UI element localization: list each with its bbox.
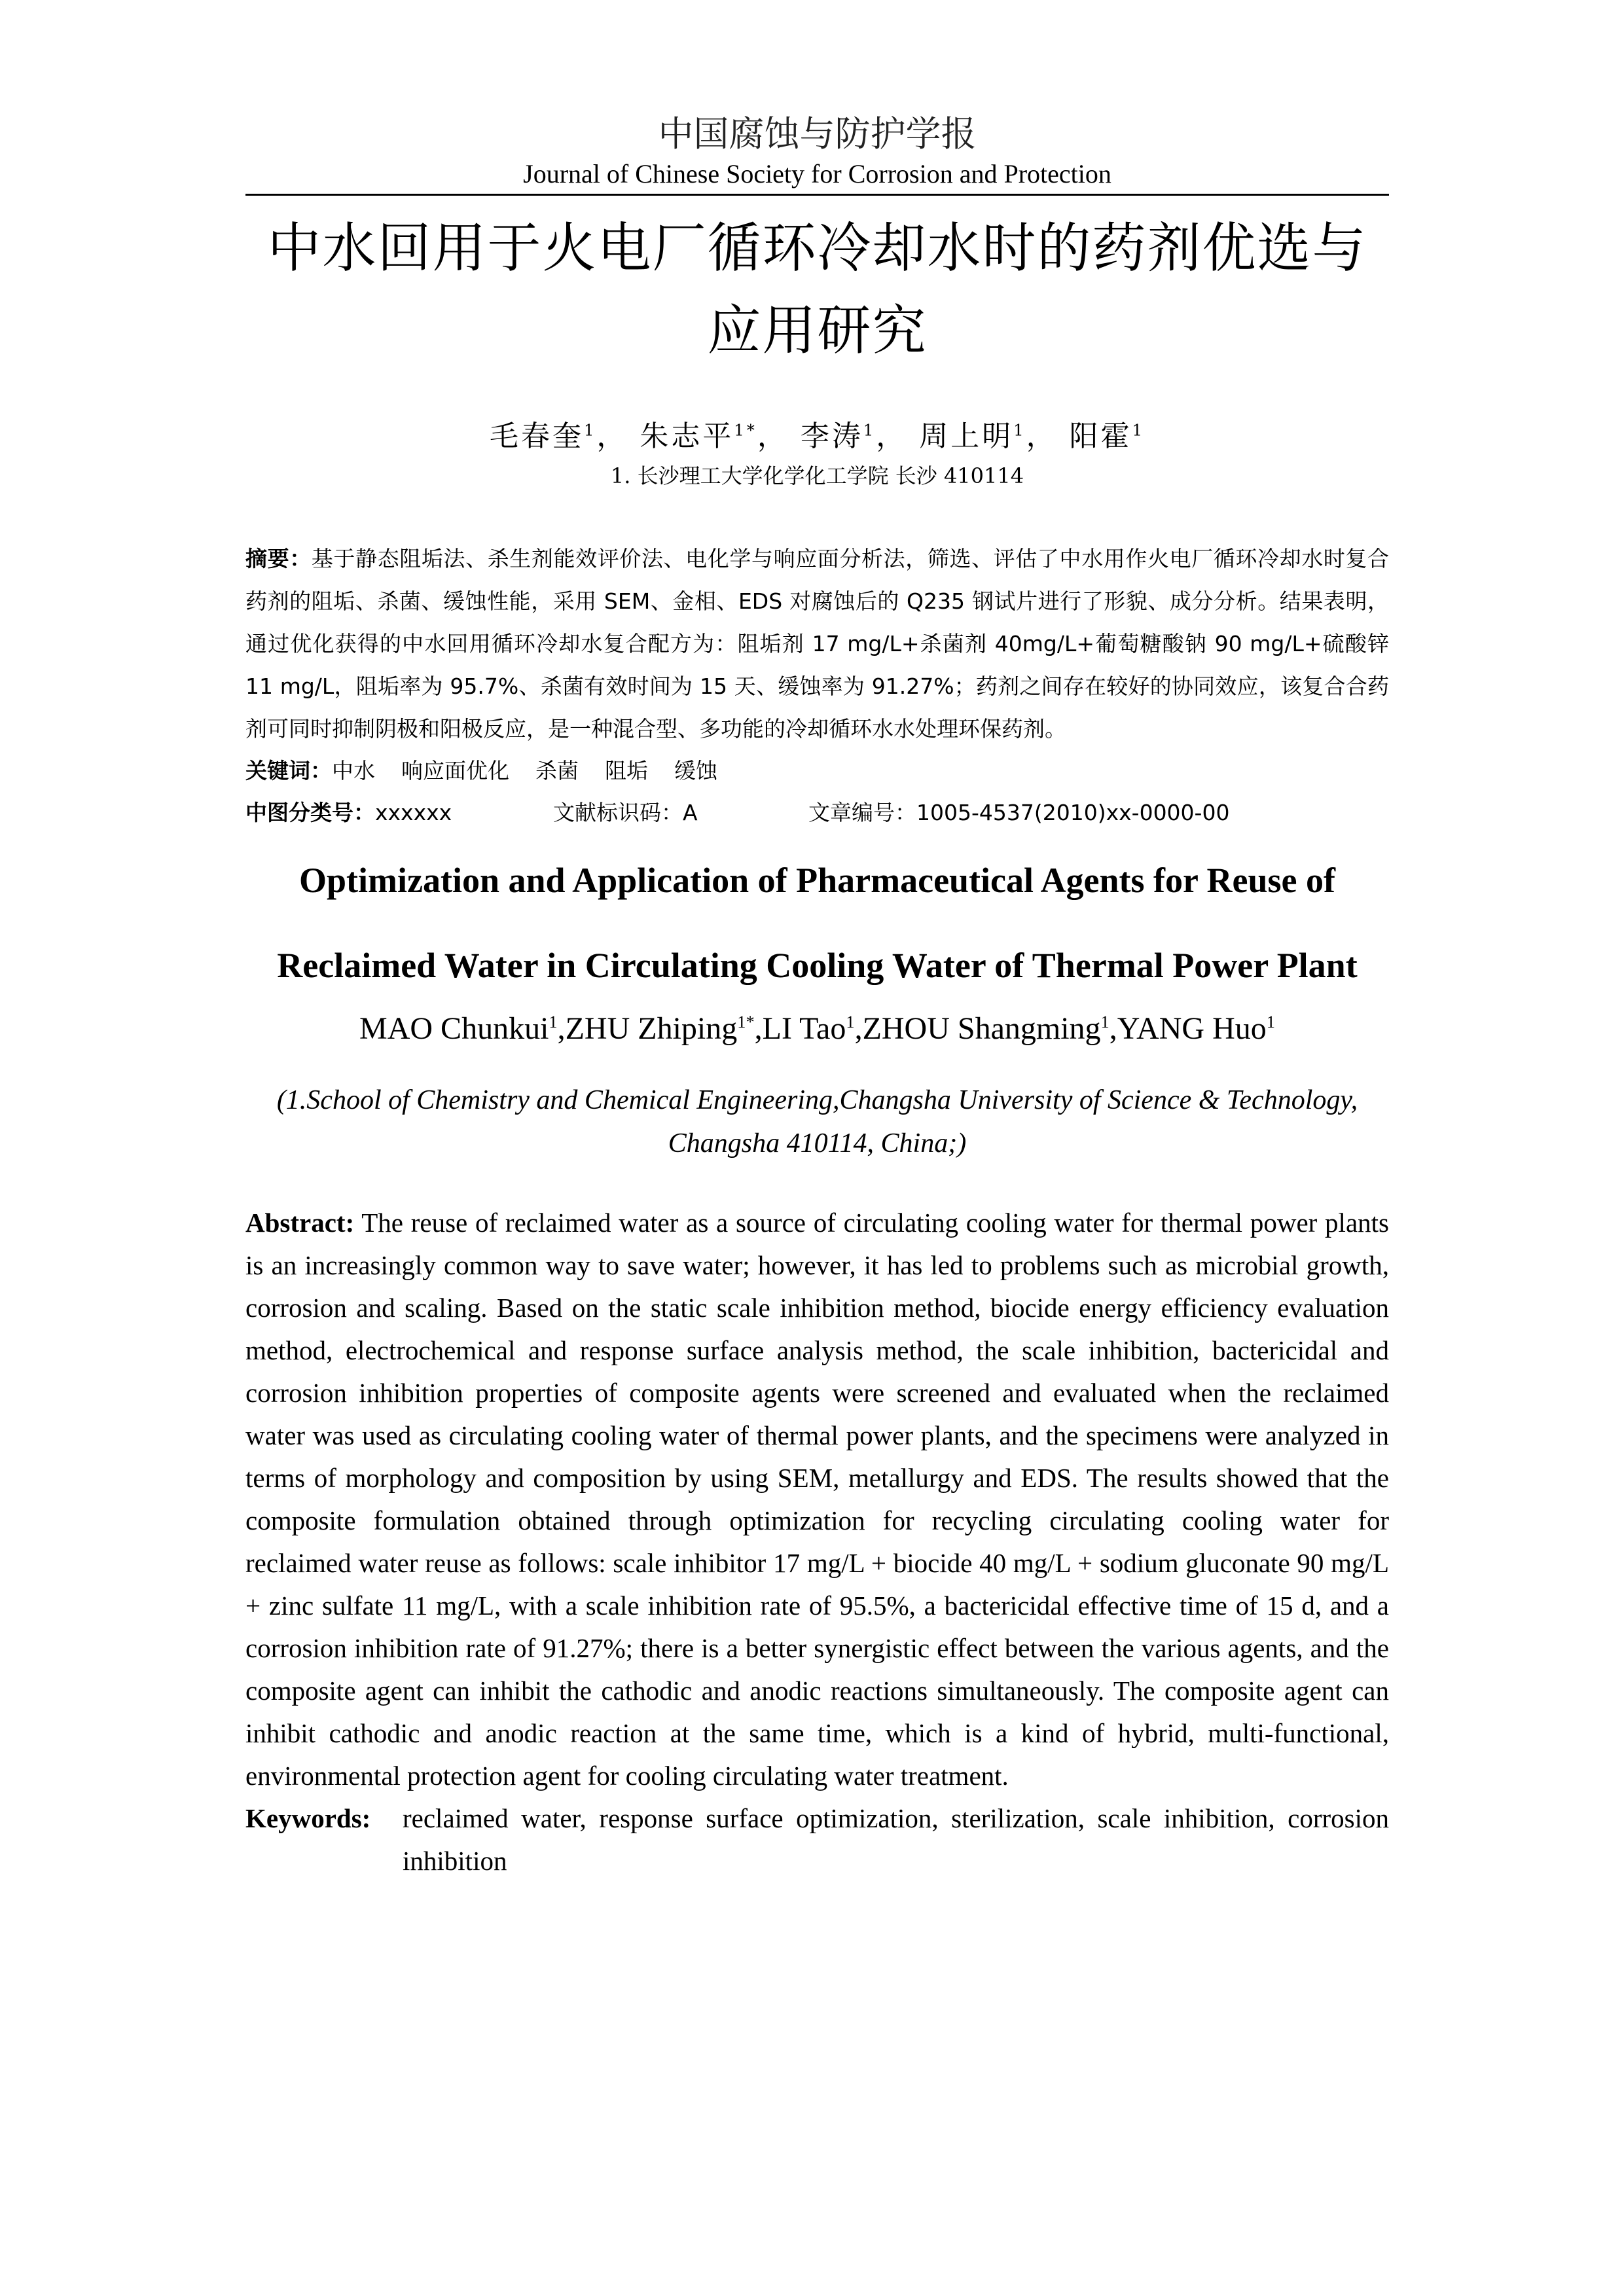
author-affiliation-mark: 1	[1266, 1012, 1275, 1031]
paper-page	[245, 111, 1389, 1882]
author-list-en	[245, 1008, 1389, 1050]
abstract-label-en: Abstract:	[245, 1208, 355, 1238]
article-number	[808, 792, 1229, 834]
author-name: YANG Huo	[1117, 1011, 1267, 1046]
author-name: MAO Chunkui	[359, 1011, 549, 1046]
author-name: 周上明	[919, 420, 1014, 453]
author-list-cn	[245, 417, 1389, 456]
abstract-en	[245, 1202, 1389, 1797]
clc-label: 中图分类号：	[245, 800, 375, 825]
keywords-cn	[245, 750, 1389, 792]
abstract-text-cn: 基于静态阻垢法、杀生剂能效评价法、电化学与响应面分析法，筛选、评估了中水用作火电厂循环冷却水时复合药剂的阻垢、杀菌、缓蚀性能，采用 SEM、金相、EDS 对腐蚀后的 Q235 钢试片进行了形貌、成分分析。结果表明，通过优化获得的中水回用循环冷却水复合配方为：阻垢剂 17 mg/L+杀菌剂 40mg/L+葡萄糖酸钠 90 mg/L+硫酸锌 11 mg/L，阻垢率为 95.7%、杀菌有效时间为 15 天、缓蚀率为 91.27%；药剂之间存在较好的协同效应，该复合合药剂可同时抑制阴极和阳极反应，是一种混合型、多功能的冷却循环水水处理环保药剂。	[245, 546, 1390, 742]
header-rule	[245, 194, 1389, 196]
author-affiliation-mark: 1	[1100, 1012, 1110, 1031]
author-separator: ，	[757, 420, 789, 453]
abstract-label-cn: 摘要：	[245, 546, 312, 571]
author-separator: ,	[1109, 1011, 1117, 1046]
author-separator: ，	[1026, 420, 1058, 453]
author-affiliation-mark: 1	[1013, 421, 1026, 440]
author-affiliation-mark: 1	[549, 1012, 558, 1031]
author-affiliation-mark: 1	[1132, 421, 1146, 440]
affiliation-cn: 1. 长沙理工大学化学化工学院 长沙 410114	[610, 463, 1024, 488]
keywords-label-cn: 关键词：	[245, 758, 332, 783]
author-affiliation-mark: 1*	[737, 1012, 755, 1031]
author-separator: ，	[876, 420, 908, 453]
classification-row	[245, 792, 1389, 834]
journal-name-en: Journal of Chinese Society for Corrosion and Protection	[523, 159, 1111, 188]
journal-name-cn: 中国腐蚀与防护学报	[658, 113, 977, 154]
affiliation-en: (1.School of Chemistry and Chemical Engineering,Changsha University of Science & Technology, Changsha 410114, China;)	[276, 1085, 1358, 1158]
clc-value: xxxxxx	[375, 800, 452, 825]
keyword-item: 中水	[332, 758, 375, 783]
keywords-list-en: reclaimed water, response surface optimization, sterilization, scale inhibition, corrosion inhibition	[403, 1803, 1389, 1876]
author-name: 朱志平	[640, 420, 734, 453]
author-name: 李涛	[800, 420, 863, 453]
paper-title-en: Optimization and Application of Pharmaceutical Agents for Reuse of Reclaimed Water in Circulating Cooling Water of Thermal Power Plant	[277, 861, 1358, 985]
keyword-item: 缓蚀	[674, 758, 717, 783]
document-code-value: A	[683, 800, 698, 825]
keyword-item: 杀菌	[535, 758, 579, 783]
author-affiliation-mark: 1	[583, 421, 597, 440]
author-affiliation-mark: 1*	[734, 421, 757, 440]
paper-title-cn: 中水回用于火电厂循环冷却水时的药剂优选与应用研究	[267, 217, 1367, 362]
author-name: 毛春奎	[489, 420, 584, 453]
author-name: 阳霍	[1069, 420, 1132, 453]
abstract-text-en: The reuse of reclaimed water as a source of circulating cooling water for thermal power plants is an increasingly common way to save water; however, it has led to problems such as microbial growth, corrosion and scaling. Based on the static scale inhibition method, biocide energy efficiency evaluation method, electrochemical and response surface analysis method, the scale inhibition, bactericidal and corrosion inhibition properties of composite agents were screened and evaluated when the reclaimed water was used as circulating cooling water of thermal power plants, and the specimens were analyzed in terms of morphology and composition by using SEM, metallurgy and EDS. The results showed that the composite formulation obtained through optimization for recycling circulating cooling water for reclaimed water reuse as follows: scale inhibitor 17 mg/L + biocide 40 mg/L + sodium gluconate 90 mg/L + zinc sulfate 11 mg/L, with a scale inhibition rate of 95.5%, a bactericidal effective time of 15 d, and a corrosion inhibition rate of 91.27%; there is a better synergistic effect between the various agents, and the composite agent can inhibit the cathodic and anodic reactions simultaneously. The composite agent can inhibit cathodic and anodic reaction at the same time, which is a kind of hybrid, multi-functional, environmental protection agent for cooling circulating water treatment.	[245, 1208, 1389, 1791]
abstract-cn	[245, 537, 1389, 750]
keyword-item: 阻垢	[605, 758, 648, 783]
document-code-label: 文献标识码：	[553, 800, 683, 825]
author-separator: ,	[854, 1011, 863, 1046]
keyword-item: 响应面优化	[401, 758, 509, 783]
author-separator: ,	[557, 1011, 566, 1046]
document-code	[553, 792, 808, 834]
article-number-value: 1005-4537(2010)xx-0000-00	[916, 800, 1230, 825]
author-name: LI Tao	[762, 1011, 846, 1046]
article-number-label: 文章编号：	[808, 800, 916, 825]
keywords-en	[245, 1797, 1389, 1882]
clc-number	[245, 792, 553, 834]
author-name: ZHU Zhiping	[565, 1011, 738, 1046]
author-separator: ,	[754, 1011, 763, 1046]
author-affiliation-mark: 1	[863, 421, 876, 440]
author-affiliation-mark: 1	[846, 1012, 855, 1031]
keywords-label-en: Keywords:	[245, 1803, 371, 1833]
author-name: ZHOU Shangming	[862, 1011, 1101, 1046]
author-separator: ，	[596, 420, 628, 453]
